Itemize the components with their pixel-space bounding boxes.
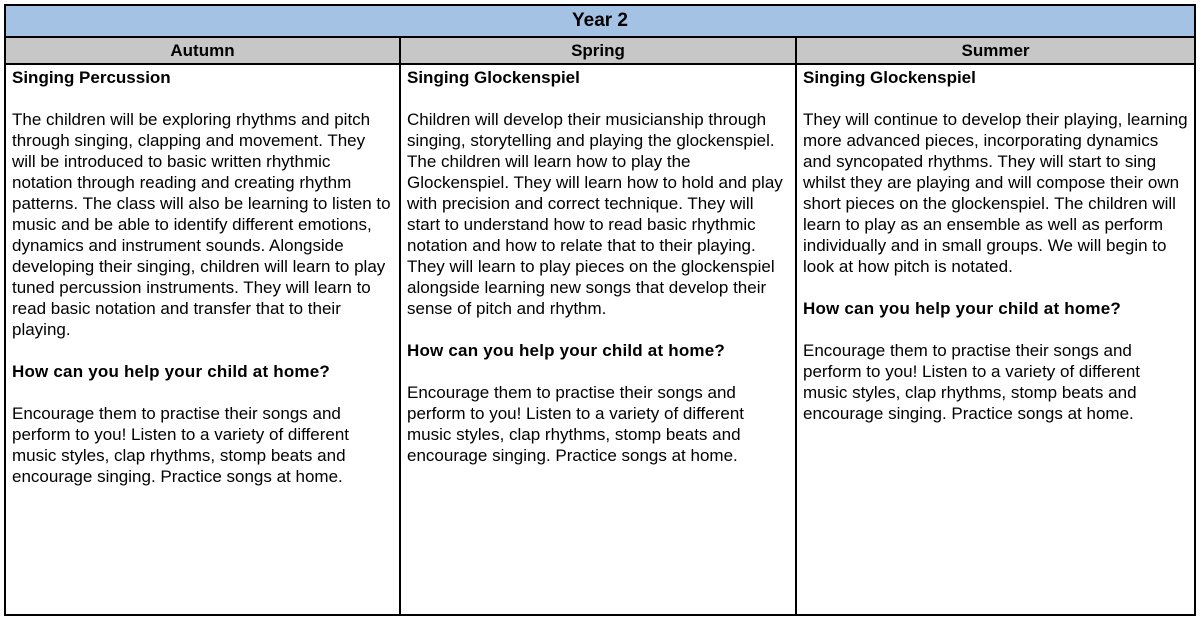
unit-title: Singing Percussion bbox=[12, 68, 171, 87]
autumn-cell bbox=[6, 65, 401, 614]
term-content-row bbox=[6, 65, 1194, 614]
term-header-row bbox=[6, 38, 1194, 65]
unit-description: Children will develop their musicianship through singing, storytelling and playing the glockenspiel. The children will learn how to play the Glockenspiel. They will learn how to hold and play with precision and correct technique. They will start to understand how to read basic rhythmic notation and how to relate that to their playing. They will learn to play pieces on the glockenspiel alongside learning new songs that develop their sense of pitch and rhythm. bbox=[407, 110, 783, 318]
summer-cell bbox=[797, 65, 1194, 614]
unit-title: Singing Glockenspiel bbox=[407, 68, 580, 87]
help-heading: How can you help your child at home? bbox=[12, 362, 330, 381]
help-text: Encourage them to practise their songs and perform to you! Listen to a variety of different music styles, clap rhythms, stomp beats and encourage singing. Practice songs at home. bbox=[407, 383, 745, 465]
spring-cell bbox=[401, 65, 797, 614]
unit-description: They will continue to develop their playing, learning more advanced pieces, incorporating dynamics and syncopated rhythms. They will start to sing whilst they are playing and will compose their own short pieces on the glockenspiel. The children will learn to play as an ensemble as well as perform individually and in small groups. We will begin to look at how pitch is notated. bbox=[803, 110, 1188, 276]
term-header-spring: Spring bbox=[401, 38, 797, 63]
curriculum-table bbox=[4, 4, 1196, 616]
unit-description: The children will be exploring rhythms and pitch through singing, clapping and movement. They will be introduced to basic written rhythmic notation through reading and creating rhythm patterns. The class will also be learning to listen to music and be able to identify different emotions, dynamics and instrument sounds. Alongside developing their singing, children will learn to play tuned percussion instruments. They will learn to read basic notation and transfer that to their playing. bbox=[12, 110, 391, 339]
help-text: Encourage them to practise their songs and perform to you! Listen to a variety of different music styles, clap rhythms, stomp beats and encourage singing. Practice songs at home. bbox=[12, 404, 350, 486]
term-header-autumn: Autumn bbox=[6, 38, 401, 63]
unit-title: Singing Glockenspiel bbox=[803, 68, 976, 87]
help-heading: How can you help your child at home? bbox=[803, 299, 1121, 318]
term-header-summer: Summer bbox=[961, 40, 1030, 60]
table-title: Year 2 bbox=[6, 6, 1194, 38]
help-text: Encourage them to practise their songs and perform to you! Listen to a variety of different music styles, clap rhythms, stomp beats and encourage singing. Practice songs at home. bbox=[803, 341, 1141, 423]
help-heading: How can you help your child at home? bbox=[407, 341, 725, 360]
